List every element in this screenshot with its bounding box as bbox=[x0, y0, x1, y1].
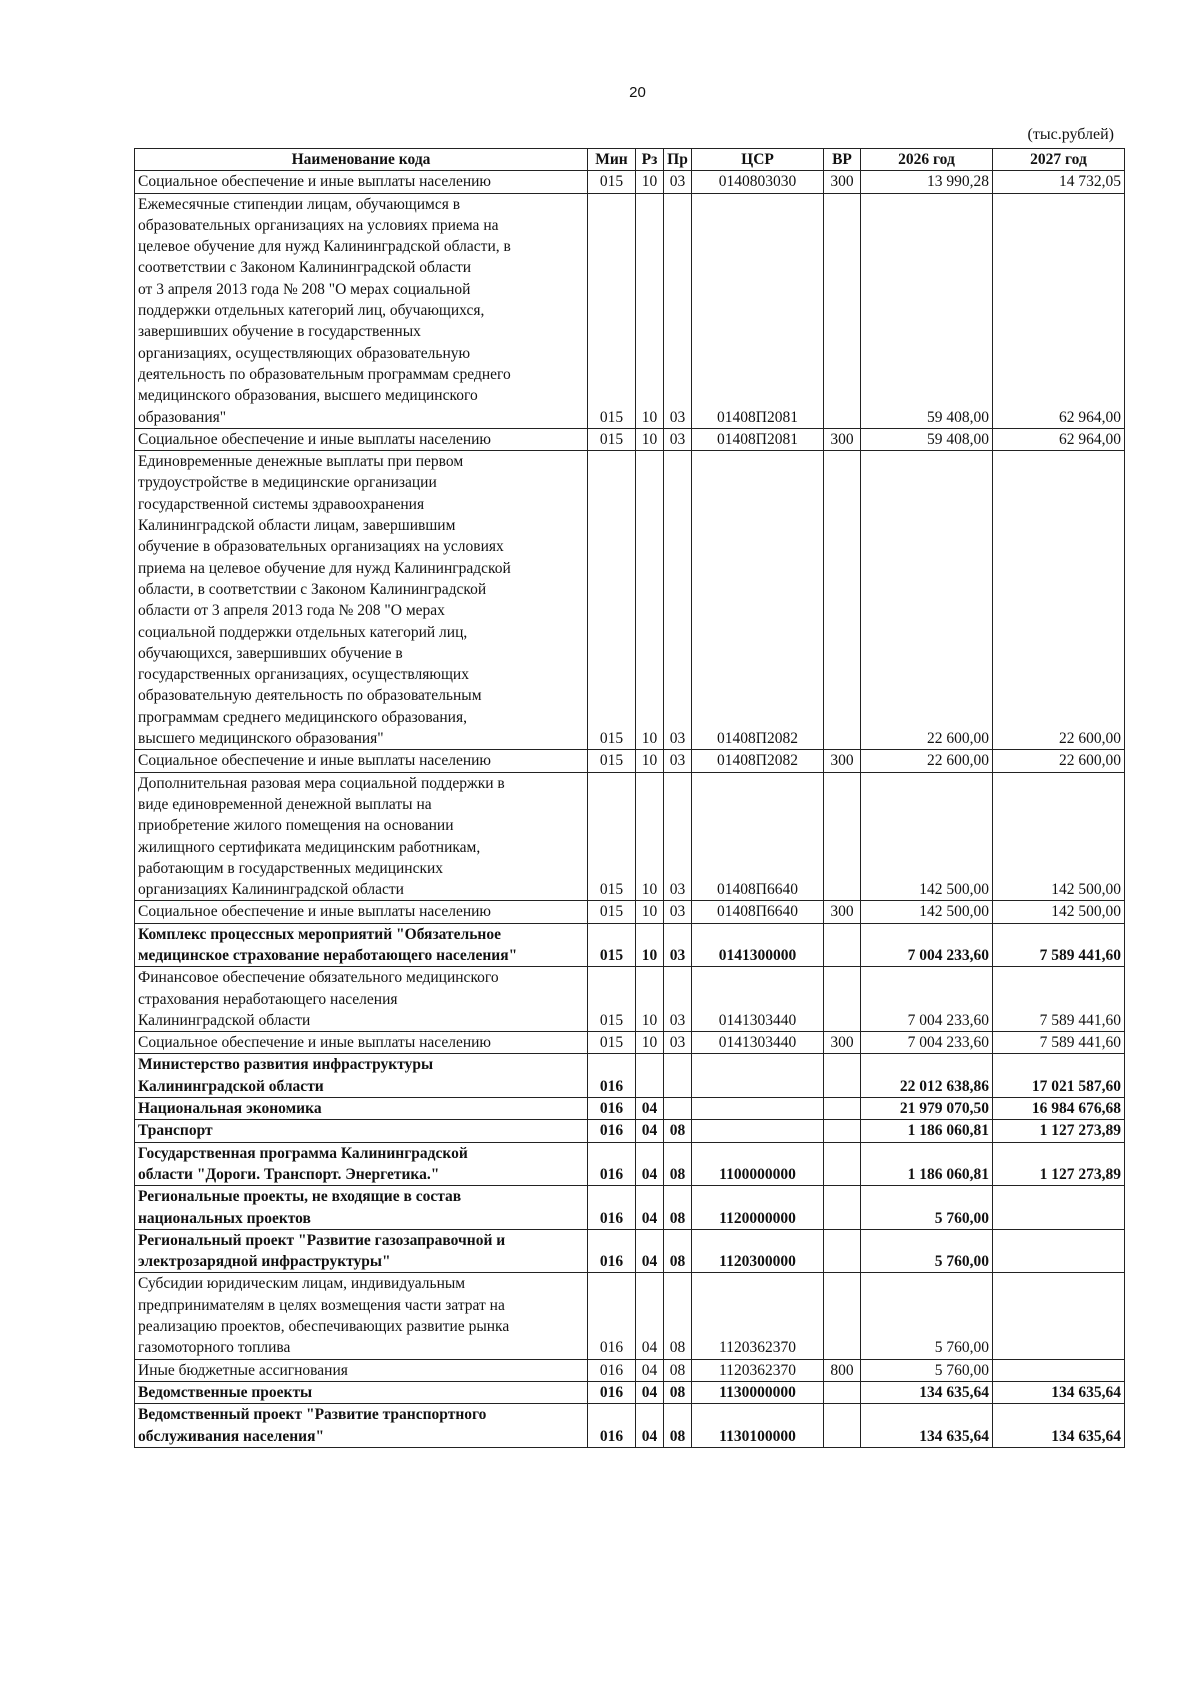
cell-vr: 300 bbox=[824, 171, 861, 193]
cell-name: Комплекс процессных мероприятий "Обязательное медицинское страхование неработающего населения" bbox=[135, 923, 588, 967]
cell-min: 015 bbox=[588, 428, 636, 450]
cell-name: Региональные проекты, не входящие в состав национальных проектов bbox=[135, 1186, 588, 1230]
cell-y2026: 7 004 233,60 bbox=[861, 1032, 993, 1054]
cell-pr: 03 bbox=[664, 750, 692, 772]
cell-name: Национальная экономика bbox=[135, 1098, 588, 1120]
cell-y2027 bbox=[993, 1186, 1125, 1230]
cell-y2026: 142 500,00 bbox=[861, 901, 993, 923]
header-name: Наименование кода bbox=[135, 149, 588, 171]
cell-y2026: 21 979 070,50 bbox=[861, 1098, 993, 1120]
cell-csr: 1120300000 bbox=[692, 1229, 824, 1273]
cell-name: Социальное обеспечение и иные выплаты населению bbox=[135, 750, 588, 772]
cell-min: 015 bbox=[588, 750, 636, 772]
cell-pr: 03 bbox=[664, 1032, 692, 1054]
cell-y2027: 7 589 441,60 bbox=[993, 967, 1125, 1032]
table-row bbox=[135, 1142, 1125, 1186]
cell-min: 015 bbox=[588, 923, 636, 967]
cell-csr: 01408П2082 bbox=[692, 750, 824, 772]
table-body bbox=[135, 171, 1125, 1448]
cell-vr: 300 bbox=[824, 750, 861, 772]
cell-pr: 03 bbox=[664, 923, 692, 967]
table-row bbox=[135, 1098, 1125, 1120]
cell-name: Ведомственные проекты bbox=[135, 1381, 588, 1403]
cell-name: Государственная программа Калининградской области "Дороги. Транспорт. Энергетика." bbox=[135, 1142, 588, 1186]
cell-y2026: 59 408,00 bbox=[861, 428, 993, 450]
cell-rz: 10 bbox=[636, 171, 664, 193]
cell-y2027: 142 500,00 bbox=[993, 772, 1125, 901]
cell-rz bbox=[636, 1054, 664, 1098]
cell-y2026: 22 600,00 bbox=[861, 750, 993, 772]
cell-y2026: 5 760,00 bbox=[861, 1186, 993, 1230]
cell-rz: 10 bbox=[636, 901, 664, 923]
cell-csr: 1100000000 bbox=[692, 1142, 824, 1186]
cell-name: Ежемесячные стипендии лицам, обучающимся в образовательных организациях на условиях приема на целевое обучение для нужд Калининградской области, в соответствии с Законом Калининградской области от 3 апреля 2013 года № 208 "О мерах социальной поддержки отдельных категорий лиц, обучающихся, завершивших обучение в государственных организациях, осуществляющих образовательную деятельность по образовательным программам среднего медицинского образования, высшего медицинского образования" bbox=[135, 193, 588, 428]
cell-csr: 01408П2081 bbox=[692, 193, 824, 428]
cell-y2027: 62 964,00 bbox=[993, 428, 1125, 450]
cell-min: 015 bbox=[588, 1032, 636, 1054]
cell-y2027: 16 984 676,68 bbox=[993, 1098, 1125, 1120]
cell-y2027: 62 964,00 bbox=[993, 193, 1125, 428]
table-row bbox=[135, 1032, 1125, 1054]
cell-vr bbox=[824, 1229, 861, 1273]
cell-rz: 04 bbox=[636, 1142, 664, 1186]
cell-y2027: 7 589 441,60 bbox=[993, 1032, 1125, 1054]
cell-vr bbox=[824, 1054, 861, 1098]
cell-pr: 03 bbox=[664, 451, 692, 750]
cell-name: Иные бюджетные ассигнования bbox=[135, 1359, 588, 1381]
cell-rz: 04 bbox=[636, 1273, 664, 1359]
units-label: (тыс.рублей) bbox=[1027, 126, 1114, 143]
cell-name: Единовременные денежные выплаты при первом трудоустройстве в медицинские организации государственной системы здравоохранения Калининградской области лицам, завершившим обучение в образовательных организациях на условиях приема на целевое обучение для нужд Калининградской области, в соответствии с Законом Калининградской области от 3 апреля 2013 года № 208 "О мерах социальной поддержки отдельных категорий лиц, обучающихся, завершивших обучение в государственных организациях, осуществляющих образовательную деятельность по образовательным программам среднего медицинского образования, высшего медицинского образования" bbox=[135, 451, 588, 750]
cell-csr: 01408П6640 bbox=[692, 901, 824, 923]
cell-vr bbox=[824, 1186, 861, 1230]
cell-min: 016 bbox=[588, 1098, 636, 1120]
cell-min: 016 bbox=[588, 1120, 636, 1142]
table-row bbox=[135, 171, 1125, 193]
cell-csr: 1130100000 bbox=[692, 1404, 824, 1448]
cell-name: Социальное обеспечение и иные выплаты населению bbox=[135, 428, 588, 450]
header-csr: ЦСР bbox=[692, 149, 824, 171]
cell-name: Транспорт bbox=[135, 1120, 588, 1142]
cell-rz: 10 bbox=[636, 967, 664, 1032]
cell-pr: 08 bbox=[664, 1381, 692, 1403]
cell-rz: 10 bbox=[636, 428, 664, 450]
cell-csr: 01408П2082 bbox=[692, 451, 824, 750]
cell-vr bbox=[824, 1142, 861, 1186]
cell-name: Министерство развития инфраструктуры Калининградской области bbox=[135, 1054, 588, 1098]
cell-vr bbox=[824, 451, 861, 750]
cell-vr: 300 bbox=[824, 901, 861, 923]
cell-rz: 10 bbox=[636, 451, 664, 750]
table-row bbox=[135, 967, 1125, 1032]
cell-csr bbox=[692, 1098, 824, 1120]
cell-pr: 08 bbox=[664, 1404, 692, 1448]
cell-rz: 04 bbox=[636, 1404, 664, 1448]
cell-pr: 03 bbox=[664, 901, 692, 923]
table-row bbox=[135, 1359, 1125, 1381]
cell-csr: 1120362370 bbox=[692, 1359, 824, 1381]
cell-y2027: 22 600,00 bbox=[993, 451, 1125, 750]
table-row bbox=[135, 1054, 1125, 1098]
header-pr: Пр bbox=[664, 149, 692, 171]
cell-vr bbox=[824, 1381, 861, 1403]
cell-y2027: 142 500,00 bbox=[993, 901, 1125, 923]
cell-vr: 300 bbox=[824, 1032, 861, 1054]
cell-min: 016 bbox=[588, 1054, 636, 1098]
cell-pr: 03 bbox=[664, 171, 692, 193]
table-row bbox=[135, 772, 1125, 901]
cell-pr: 03 bbox=[664, 967, 692, 1032]
cell-vr bbox=[824, 923, 861, 967]
cell-min: 016 bbox=[588, 1273, 636, 1359]
cell-min: 016 bbox=[588, 1142, 636, 1186]
table-row bbox=[135, 1273, 1125, 1359]
cell-y2026: 1 186 060,81 bbox=[861, 1120, 993, 1142]
cell-min: 015 bbox=[588, 901, 636, 923]
cell-vr: 800 bbox=[824, 1359, 861, 1381]
cell-min: 016 bbox=[588, 1381, 636, 1403]
cell-vr: 300 bbox=[824, 428, 861, 450]
cell-min: 016 bbox=[588, 1359, 636, 1381]
cell-y2026: 142 500,00 bbox=[861, 772, 993, 901]
cell-vr bbox=[824, 1098, 861, 1120]
cell-y2027: 134 635,64 bbox=[993, 1404, 1125, 1448]
cell-y2027: 17 021 587,60 bbox=[993, 1054, 1125, 1098]
cell-csr: 0141300000 bbox=[692, 923, 824, 967]
cell-pr: 08 bbox=[664, 1142, 692, 1186]
cell-name: Социальное обеспечение и иные выплаты населению bbox=[135, 1032, 588, 1054]
cell-min: 015 bbox=[588, 451, 636, 750]
cell-vr bbox=[824, 1404, 861, 1448]
cell-min: 015 bbox=[588, 967, 636, 1032]
header-min: Мин bbox=[588, 149, 636, 171]
cell-pr: 08 bbox=[664, 1120, 692, 1142]
cell-name: Субсидии юридическим лицам, индивидуальным предпринимателям в целях возмещения части затрат на реализацию проектов, обеспечивающих развитие рынка газомоторного топлива bbox=[135, 1273, 588, 1359]
cell-pr: 03 bbox=[664, 193, 692, 428]
table-header-row bbox=[135, 149, 1125, 171]
table-row bbox=[135, 1381, 1125, 1403]
table-row bbox=[135, 1229, 1125, 1273]
budget-table bbox=[134, 148, 1125, 1448]
cell-name: Финансовое обеспечение обязательного медицинского страхования неработающего населения Калининградской области bbox=[135, 967, 588, 1032]
cell-y2027: 14 732,05 bbox=[993, 171, 1125, 193]
cell-vr bbox=[824, 1120, 861, 1142]
cell-y2026: 22 012 638,86 bbox=[861, 1054, 993, 1098]
cell-min: 015 bbox=[588, 171, 636, 193]
cell-pr: 08 bbox=[664, 1359, 692, 1381]
header-2027: 2027 год bbox=[993, 149, 1125, 171]
cell-min: 015 bbox=[588, 772, 636, 901]
cell-y2027: 134 635,64 bbox=[993, 1381, 1125, 1403]
cell-min: 016 bbox=[588, 1186, 636, 1230]
cell-csr bbox=[692, 1120, 824, 1142]
cell-y2026: 22 600,00 bbox=[861, 451, 993, 750]
cell-csr: 0140803030 bbox=[692, 171, 824, 193]
cell-min: 016 bbox=[588, 1404, 636, 1448]
cell-rz: 10 bbox=[636, 750, 664, 772]
cell-vr bbox=[824, 193, 861, 428]
cell-rz: 04 bbox=[636, 1186, 664, 1230]
page-number: 20 bbox=[629, 84, 646, 101]
cell-y2026: 5 760,00 bbox=[861, 1359, 993, 1381]
cell-rz: 04 bbox=[636, 1229, 664, 1273]
cell-name: Ведомственный проект "Развитие транспортного обслуживания населения" bbox=[135, 1404, 588, 1448]
cell-pr: 08 bbox=[664, 1273, 692, 1359]
cell-rz: 10 bbox=[636, 193, 664, 428]
cell-csr: 1130000000 bbox=[692, 1381, 824, 1403]
cell-name: Дополнительная разовая мера социальной поддержки в виде единовременной денежной выплаты на приобретение жилого помещения на основании жилищного сертификата медицинским работникам, работающим в государственных медицинских организациях Калининградской области bbox=[135, 772, 588, 901]
cell-rz: 10 bbox=[636, 1032, 664, 1054]
cell-y2027: 7 589 441,60 bbox=[993, 923, 1125, 967]
cell-y2027: 1 127 273,89 bbox=[993, 1142, 1125, 1186]
header-2026: 2026 год bbox=[861, 149, 993, 171]
cell-csr: 01408П6640 bbox=[692, 772, 824, 901]
cell-y2027 bbox=[993, 1359, 1125, 1381]
table-row bbox=[135, 451, 1125, 750]
cell-name: Региональный проект "Развитие газозаправочной и электрозарядной инфраструктуры" bbox=[135, 1229, 588, 1273]
cell-y2027: 1 127 273,89 bbox=[993, 1120, 1125, 1142]
cell-csr: 0141303440 bbox=[692, 967, 824, 1032]
cell-csr: 1120362370 bbox=[692, 1273, 824, 1359]
cell-pr: 03 bbox=[664, 772, 692, 901]
cell-csr bbox=[692, 1054, 824, 1098]
cell-pr: 08 bbox=[664, 1229, 692, 1273]
cell-y2026: 59 408,00 bbox=[861, 193, 993, 428]
cell-y2026: 13 990,28 bbox=[861, 171, 993, 193]
cell-y2027: 22 600,00 bbox=[993, 750, 1125, 772]
cell-y2026: 5 760,00 bbox=[861, 1273, 993, 1359]
cell-y2026: 134 635,64 bbox=[861, 1404, 993, 1448]
cell-rz: 04 bbox=[636, 1381, 664, 1403]
cell-min: 016 bbox=[588, 1229, 636, 1273]
cell-y2026: 7 004 233,60 bbox=[861, 967, 993, 1032]
header-rz: Рз bbox=[636, 149, 664, 171]
table-row bbox=[135, 750, 1125, 772]
cell-vr bbox=[824, 1273, 861, 1359]
cell-vr bbox=[824, 967, 861, 1032]
cell-name: Социальное обеспечение и иные выплаты населению bbox=[135, 901, 588, 923]
table-row bbox=[135, 901, 1125, 923]
cell-pr bbox=[664, 1098, 692, 1120]
table-row bbox=[135, 193, 1125, 428]
table-row bbox=[135, 1186, 1125, 1230]
cell-y2027 bbox=[993, 1229, 1125, 1273]
table-row bbox=[135, 1404, 1125, 1448]
cell-csr: 0141303440 bbox=[692, 1032, 824, 1054]
cell-rz: 04 bbox=[636, 1098, 664, 1120]
table-row bbox=[135, 1120, 1125, 1142]
header-vr: ВР bbox=[824, 149, 861, 171]
cell-csr: 01408П2081 bbox=[692, 428, 824, 450]
cell-rz: 04 bbox=[636, 1359, 664, 1381]
table-row bbox=[135, 923, 1125, 967]
cell-csr: 1120000000 bbox=[692, 1186, 824, 1230]
cell-y2026: 5 760,00 bbox=[861, 1229, 993, 1273]
cell-y2027 bbox=[993, 1273, 1125, 1359]
cell-y2026: 134 635,64 bbox=[861, 1381, 993, 1403]
cell-rz: 10 bbox=[636, 923, 664, 967]
cell-y2026: 7 004 233,60 bbox=[861, 923, 993, 967]
cell-pr: 08 bbox=[664, 1186, 692, 1230]
table-row bbox=[135, 428, 1125, 450]
cell-rz: 10 bbox=[636, 772, 664, 901]
cell-min: 015 bbox=[588, 193, 636, 428]
cell-rz: 04 bbox=[636, 1120, 664, 1142]
cell-y2026: 1 186 060,81 bbox=[861, 1142, 993, 1186]
cell-pr bbox=[664, 1054, 692, 1098]
cell-vr bbox=[824, 772, 861, 901]
cell-name: Социальное обеспечение и иные выплаты населению bbox=[135, 171, 588, 193]
cell-pr: 03 bbox=[664, 428, 692, 450]
